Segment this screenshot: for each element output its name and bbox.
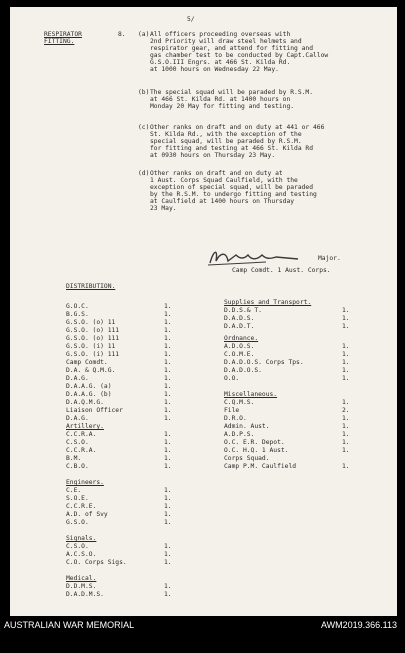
distribution-entry: C.O.M.E. — [224, 351, 255, 358]
distribution-entry: G.S.O. (i) 111 — [66, 351, 120, 358]
item-line: for fitting and testing at 466 St. Kilda Rd — [150, 145, 314, 152]
distribution-entry: Liaison Officer — [66, 407, 123, 414]
distribution-qty: 1. — [164, 351, 172, 358]
distribution-entry: C.E. — [66, 487, 82, 494]
distribution-qty: 1. — [342, 399, 350, 406]
distribution-entry: A.D.P.S. — [224, 431, 255, 438]
item-line: gas chamber test to be conducted by Capt.Callow — [150, 52, 329, 59]
distribution-qty: 1. — [164, 519, 172, 526]
distribution-qty: 1. — [164, 319, 172, 326]
distribution-entry: D.A.Q.M.G. — [66, 399, 104, 406]
distribution-entry: B.M. — [66, 455, 82, 462]
distribution-entry: G.S.O. (o) 111 — [66, 327, 120, 334]
distribution-entry: File — [224, 407, 240, 414]
distribution-qty: 1. — [342, 375, 350, 382]
signature — [206, 247, 326, 269]
item-line: by the R.S.M. to undergo fitting and testing — [150, 191, 317, 198]
distribution-qty: 1. — [164, 303, 172, 310]
distribution-qty: 1. — [164, 327, 172, 334]
item-line: at 0930 hours on Thursday 23 May. — [150, 152, 276, 159]
distribution-entry: C.Q.M.S. — [224, 399, 255, 406]
distribution-entry: D.A.D.O.S. Corps Tps. — [224, 359, 304, 366]
distribution-entry: D.A.D.M.S. — [66, 591, 104, 598]
item-line: Monday 20 May for fitting and testing. — [150, 103, 295, 110]
distribution-qty: 1. — [342, 359, 350, 366]
distribution-qty: 1. — [342, 315, 350, 322]
section-heading: Medical. — [66, 575, 97, 582]
distribution-qty: 1. — [164, 559, 172, 566]
distribution-heading: DISTRIBUTION. — [66, 283, 116, 290]
distribution-qty: 1. — [164, 495, 172, 502]
distribution-entry: D.D.S.& T. — [224, 307, 262, 314]
item-line: St. Kilda Rd., with the exception of the — [150, 131, 302, 138]
respirator-item — [138, 170, 370, 212]
distribution-entry: A.C.S.O. — [66, 551, 97, 558]
footer-bar — [4, 616, 397, 638]
distribution-qty: 1. — [342, 423, 350, 430]
item-marker: (d) — [138, 170, 150, 177]
distribution-entry: D.D.M.S. — [66, 583, 97, 590]
distribution-entry: C.S.O. — [66, 439, 89, 446]
distribution-entry: O.O. — [224, 375, 240, 382]
distribution-entry: D.A.D.S. — [224, 315, 255, 322]
respirator-item — [138, 31, 370, 73]
distribution-entry: Camp P.M. Caulfield — [224, 463, 297, 470]
distribution-qty: 1. — [164, 439, 172, 446]
distribution-qty: 1. — [342, 447, 350, 454]
distribution-qty: 1. — [342, 367, 350, 374]
distribution-entry: G.S.O. — [66, 519, 89, 526]
item-line: 2nd Priority will draw steel helmets and — [150, 38, 302, 45]
distribution-entry: O.C. H.Q. 1 Aust. — [224, 447, 289, 454]
section-heading: Engineers. — [66, 479, 104, 486]
distribution-qty: 1. — [164, 551, 172, 558]
distribution-entry: Corps Squad. — [224, 455, 270, 462]
distribution-qty: 1. — [164, 455, 172, 462]
distribution-entry: C.S.O. — [66, 543, 89, 550]
item-line: respirator gear, and attend for fitting and — [150, 45, 314, 52]
distribution-entry: G.S.O. (i) 11 — [66, 343, 116, 350]
item-line: 1 Aust. Corps Squad Caulfield, with the — [150, 177, 298, 184]
distribution-qty: 1. — [342, 323, 350, 330]
distribution-entry: S.O.E. — [66, 495, 89, 502]
distribution-entry: B.G.S. — [66, 311, 89, 318]
item-line: exception of special squad, will be paraded — [150, 184, 314, 191]
item-line: The special squad will be paraded by R.S.M. — [150, 89, 314, 96]
distribution-entry: D.R.O. — [224, 415, 247, 422]
distribution-qty: 1. — [164, 431, 172, 438]
item-line: G.S.O.III Engrs. at 466 St. Kilda Rd. — [150, 59, 291, 66]
respirator-heading: RESPIRATOR — [44, 31, 82, 38]
distribution-entry: C.C.R.A. — [66, 447, 97, 454]
paragraph-number: 8. — [118, 31, 126, 38]
item-line: special squad, will be paraded by R.S.M. — [150, 138, 302, 145]
item-marker: (a) — [138, 31, 150, 38]
distribution-qty: 1. — [164, 463, 172, 470]
distribution-qty: 1. — [164, 503, 172, 510]
distribution-entry: C.C.R.A. — [66, 431, 97, 438]
distribution-qty: 1. — [164, 335, 172, 342]
section-heading: Supplies and Transport. — [224, 299, 312, 306]
distribution-entry: A.D.O.S. — [224, 343, 255, 350]
distribution-entry: O.C. E.R. Depot. — [224, 439, 285, 446]
distribution-qty: 1. — [164, 487, 172, 494]
distribution-entry: D.A.G. — [66, 375, 89, 382]
distribution-qty: 1. — [342, 343, 350, 350]
respirator-item — [138, 89, 370, 110]
distribution-qty: 1. — [164, 543, 172, 550]
distribution-entry: D.A.D.O.S. — [224, 367, 262, 374]
item-line: All officers proceeding overseas with — [150, 31, 291, 38]
footer-source: AUSTRALIAN WAR MEMORIAL — [4, 620, 135, 630]
distribution-qty: 1. — [342, 431, 350, 438]
distribution-qty: 1. — [164, 375, 172, 382]
distribution-entry: D.A.A.G. (b) — [66, 391, 112, 398]
item-line: at 466 St. Kilda Rd. at 1400 hours on — [150, 96, 291, 103]
signature-rank: Major. — [318, 255, 341, 262]
section-heading: Signals. — [66, 535, 97, 542]
distribution-entry: C.C.R.E. — [66, 503, 97, 510]
distribution-qty: 1. — [164, 407, 172, 414]
distribution-qty: 1. — [164, 311, 172, 318]
section-heading: Ordnance. — [224, 335, 259, 342]
distribution-entry: A.D. of Svy — [66, 511, 108, 518]
respirator-item — [138, 124, 370, 159]
item-line: Other ranks on draft and on duty at 441 or 466 — [150, 124, 325, 131]
distribution-qty: 1. — [164, 343, 172, 350]
distribution-qty: 1. — [342, 415, 350, 422]
item-line: 23 May. — [150, 205, 177, 212]
distribution-entry: D.A.G. — [66, 415, 89, 422]
footer-accession: AWM2019.366.113 — [320, 620, 397, 630]
distribution-qty: 1. — [164, 399, 172, 406]
distribution-qty: 1. — [342, 439, 350, 446]
item-marker: (c) — [138, 124, 150, 131]
document-page — [4, 7, 397, 631]
signature-title: Camp Comdt. 1 Aust. Corps. — [232, 267, 331, 274]
distribution-qty: 1. — [342, 307, 350, 314]
distribution-qty: 1. — [164, 391, 172, 398]
distribution-entry: G.S.O. (o) 111 — [66, 335, 120, 342]
distribution-qty: 1. — [164, 511, 172, 518]
respirator-heading-line2: FITTING. — [44, 38, 75, 45]
distribution-entry: Admin. Aust. — [224, 423, 270, 430]
item-marker: (b) — [138, 89, 150, 96]
distribution-qty: 1. — [164, 415, 172, 422]
distribution-entry: C.B.O. — [66, 463, 89, 470]
section-heading: Miscellaneous. — [224, 391, 278, 398]
item-line: Other ranks on draft and on duty at — [150, 170, 283, 177]
distribution-qty: 1. — [164, 583, 172, 590]
distribution-qty: 1. — [342, 463, 350, 470]
distribution-qty: 1. — [164, 367, 172, 374]
distribution-qty: 1. — [164, 359, 172, 366]
distribution-entry: D.A. & Q.M.G. — [66, 367, 116, 374]
page-number: 5/ — [187, 16, 195, 23]
distribution-entry: C.O. Corps Sigs. — [66, 559, 127, 566]
distribution-entry: D.A.A.G. (a) — [66, 383, 112, 390]
distribution-qty: 1. — [164, 591, 172, 598]
item-line: at Caulfield at 1400 hours on Thursday — [150, 198, 295, 205]
distribution-qty: 1. — [164, 447, 172, 454]
distribution-qty: 2. — [342, 407, 350, 414]
distribution-entry: D.A.D.T. — [224, 323, 255, 330]
item-line: at 1000 hours on Wednesday 22 May. — [150, 66, 279, 73]
distribution-qty: 1. — [164, 383, 172, 390]
distribution-entry: G.S.O. (o) 11 — [66, 319, 116, 326]
distribution-qty: 1. — [342, 351, 350, 358]
section-heading: Artillery. — [66, 423, 104, 430]
distribution-entry: G.O.C. — [66, 303, 89, 310]
distribution-entry: Camp Comdt. — [66, 359, 108, 366]
